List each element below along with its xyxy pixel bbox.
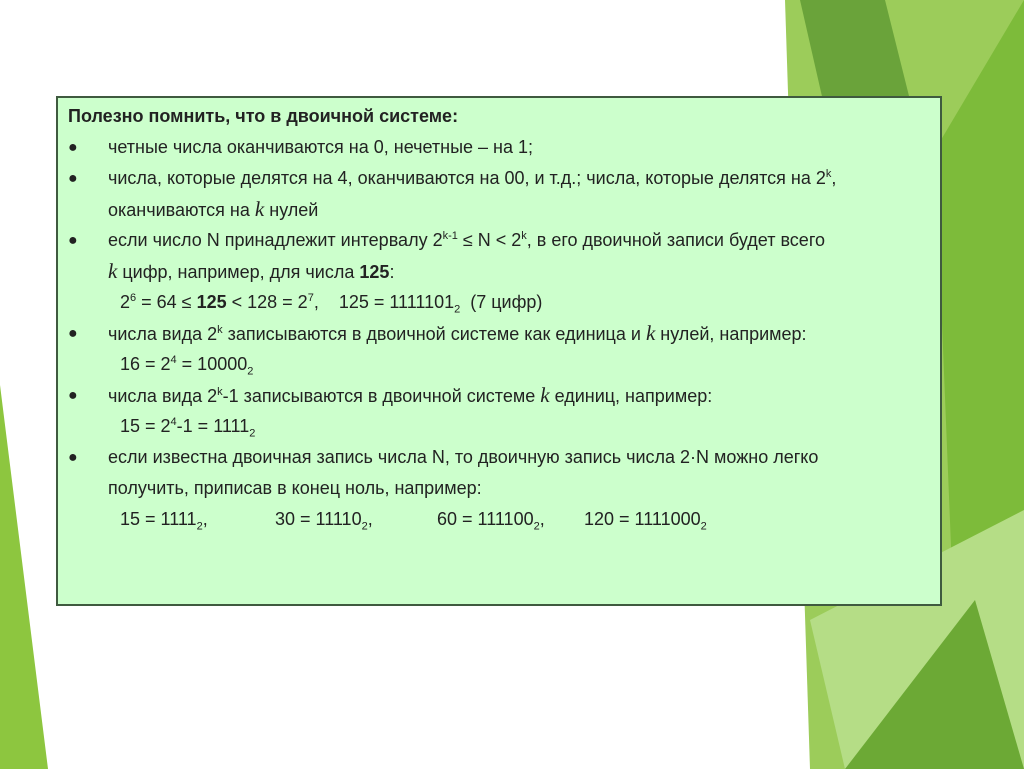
item-text: -1 записываются в двоичной системе <box>222 386 541 406</box>
item-text: нулей <box>269 200 319 220</box>
item-text: , в его двоичной записи будет всего <box>526 230 826 250</box>
info-box <box>56 96 942 606</box>
item-text: четные числа оканчиваются на 0, нечетные – на 1; <box>108 137 534 157</box>
subscript: 2 <box>361 520 368 533</box>
example-text: , 125 = 1111101 <box>313 292 455 312</box>
item-text: числа, которые делятся на 4, оканчиваются на 00, и т.д.; числа, которые делятся на 2 <box>108 168 826 188</box>
doubling-example <box>120 504 275 535</box>
bullet-icon: ● <box>68 387 78 404</box>
doubling-example <box>584 504 707 535</box>
list-item-continuation <box>68 473 932 504</box>
example-text: = 10000 <box>176 354 248 374</box>
example-text: , <box>202 509 208 529</box>
example-text: 2 <box>120 292 131 312</box>
subscript: 2 <box>533 520 540 533</box>
superscript: 4 <box>170 416 177 428</box>
bullet-icon: ● <box>68 170 78 187</box>
example-text: = 64 ≤ <box>136 292 197 312</box>
item-text: числа вида 2 <box>108 386 218 406</box>
superscript: k <box>825 168 832 180</box>
list-item-divisible <box>68 163 932 194</box>
bullet-icon: ● <box>68 325 78 342</box>
bullet-icon: ● <box>68 232 78 249</box>
subscript: 2 <box>700 520 707 533</box>
list-item-even-odd <box>68 132 932 163</box>
item-text-bold: 125 <box>359 262 390 282</box>
example-line <box>68 287 932 318</box>
item-text: получить, приписав в конец ноль, например: <box>108 478 482 498</box>
superscript: k <box>521 230 527 242</box>
variable-k: k <box>254 197 265 221</box>
superscript: 4 <box>170 354 177 366</box>
left-green-shape <box>0 385 48 769</box>
item-text: если известна двоичная запись числа N, то двоичную запись числа 2·N можно легко <box>108 447 819 467</box>
example-text-bold: 125 <box>196 292 227 312</box>
item-text: цифр, например, для числа <box>117 262 360 282</box>
list-item-continuation <box>68 256 932 287</box>
subscript: 2 <box>454 303 461 316</box>
item-text: оканчиваются на <box>108 200 250 220</box>
subscript: 2 <box>247 365 254 378</box>
superscript: k <box>217 386 223 398</box>
example-text: 60 = 111100 <box>437 509 534 529</box>
example-text: -1 = 1111 <box>176 416 250 436</box>
item-text: , <box>831 168 837 188</box>
superscript: 7 <box>307 292 314 304</box>
item-text: ≤ N < 2 <box>457 230 522 250</box>
subscript: 2 <box>249 427 256 440</box>
list-item-interval <box>68 225 932 256</box>
superscript: k <box>217 324 223 336</box>
doubling-example <box>437 504 584 535</box>
item-text: записываются в двоичной системе как единица и <box>222 324 646 344</box>
example-text: 15 = 2 <box>120 416 171 436</box>
doubling-example <box>275 504 437 535</box>
variable-k: k <box>108 259 118 283</box>
example-text: , <box>539 509 545 529</box>
variable-k: k <box>645 321 656 345</box>
example-text: 16 = 2 <box>120 354 171 374</box>
example-text: , <box>367 509 373 529</box>
bullet-icon: ● <box>68 449 78 466</box>
item-text: числа вида 2 <box>108 324 218 344</box>
superscript: 6 <box>130 292 137 304</box>
example-line <box>68 504 932 535</box>
bullet-icon: ● <box>68 139 78 156</box>
item-text: единиц, например: <box>549 386 713 406</box>
list-item-continuation <box>68 194 932 225</box>
list-item-doubling <box>68 442 932 473</box>
example-text: (7 цифр) <box>460 292 543 312</box>
example-text: 15 = 1111 <box>120 509 197 529</box>
item-text: нулей, например: <box>655 324 807 344</box>
list-item-power-minus-one <box>68 380 932 411</box>
example-line <box>68 411 932 442</box>
variable-k: k <box>540 383 550 407</box>
example-line <box>68 349 932 380</box>
subscript: 2 <box>196 520 203 533</box>
box-title: Полезно помнить, что в двоичной системе: <box>68 106 459 126</box>
example-text: 30 = 11110 <box>275 509 362 529</box>
superscript: k-1 <box>442 230 458 242</box>
example-text: < 128 = 2 <box>226 292 308 312</box>
item-text: если число N принадлежит интервалу 2 <box>108 230 443 250</box>
example-text: 120 = 1111000 <box>584 509 701 529</box>
item-text: : <box>389 262 395 282</box>
list-item-power-of-two <box>68 318 932 349</box>
